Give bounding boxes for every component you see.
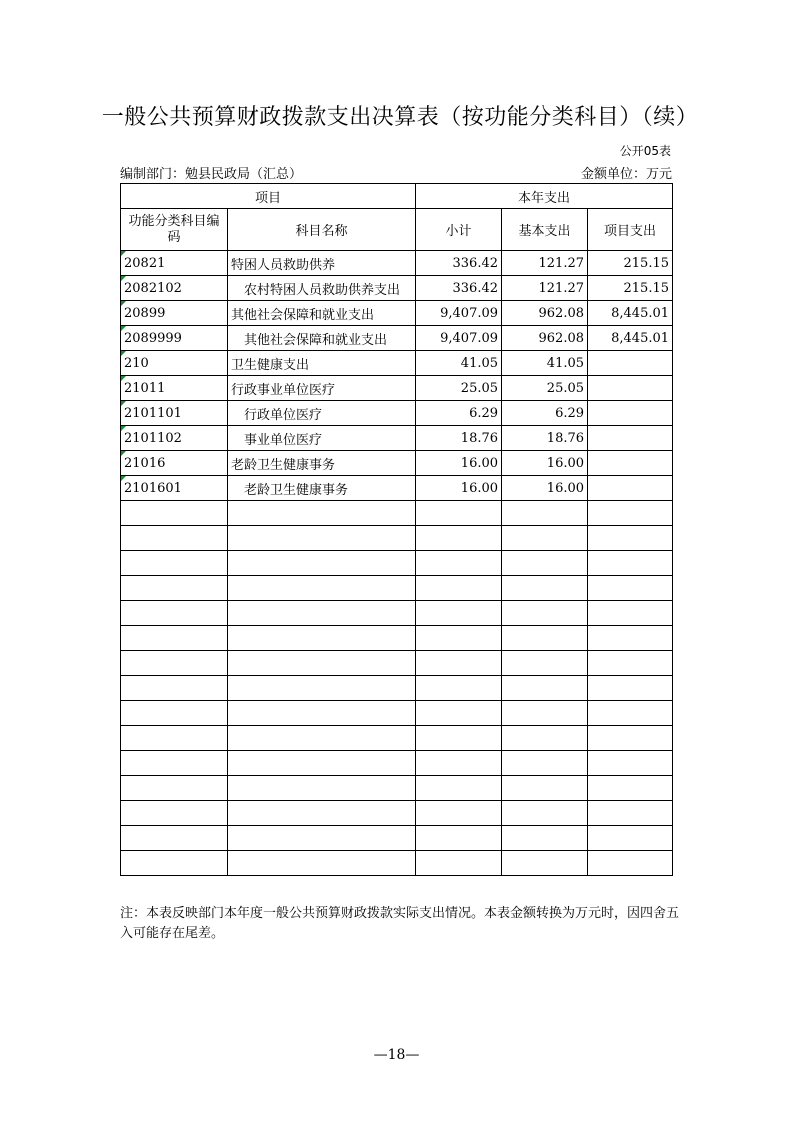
row-subtotal <box>416 576 502 601</box>
table-row <box>121 301 673 326</box>
row-subtotal: 6.29 <box>416 401 502 426</box>
row-name <box>228 526 416 551</box>
row-basic: 16.00 <box>502 451 588 476</box>
table-row <box>121 501 673 526</box>
row-subtotal: 25.05 <box>416 376 502 401</box>
row-project <box>588 401 673 426</box>
row-basic <box>502 701 588 726</box>
header-year-group: 本年支出 <box>416 184 673 209</box>
row-basic <box>502 651 588 676</box>
row-subtotal <box>416 501 502 526</box>
row-project <box>588 751 673 776</box>
row-basic <box>502 751 588 776</box>
table-row <box>121 701 673 726</box>
table-row <box>121 276 673 301</box>
table-row <box>121 526 673 551</box>
row-subtotal: 336.42 <box>416 276 502 301</box>
row-project: 215.15 <box>588 276 673 301</box>
row-name: 行政单位医疗 <box>228 401 416 426</box>
row-project <box>588 851 673 876</box>
form-number: 公开05表 <box>619 144 671 158</box>
table-row <box>121 676 673 701</box>
row-basic <box>502 676 588 701</box>
row-code <box>121 501 228 526</box>
table-row <box>121 251 673 276</box>
header-subtotal: 小计 <box>416 209 502 251</box>
row-name <box>228 851 416 876</box>
expenditure-table <box>120 183 673 876</box>
row-basic <box>502 551 588 576</box>
row-project <box>588 801 673 826</box>
department-label: 编制部门：勉县民政局（汇总） <box>120 167 303 182</box>
row-project <box>588 701 673 726</box>
row-name <box>228 801 416 826</box>
row-name: 其他社会保障和就业支出 <box>228 301 416 326</box>
row-basic <box>502 601 588 626</box>
row-basic: 121.27 <box>502 251 588 276</box>
row-basic <box>502 526 588 551</box>
row-code: 2089999 <box>121 326 228 351</box>
table-row <box>121 376 673 401</box>
table-row <box>121 726 673 751</box>
row-code <box>121 701 228 726</box>
row-name: 老龄卫生健康事务 <box>228 451 416 476</box>
row-project <box>588 451 673 476</box>
table-row <box>121 326 673 351</box>
row-basic <box>502 776 588 801</box>
footnote: 注：本表反映部门本年度一般公共预算财政拨款实际支出情况。本表金额转换为万元时，因四舍五入可能存在尾差。 <box>120 906 680 941</box>
row-name <box>228 601 416 626</box>
row-code <box>121 651 228 676</box>
header-code: 功能分类科目编码 <box>121 209 228 251</box>
table-row <box>121 401 673 426</box>
row-name: 特困人员救助供养 <box>228 251 416 276</box>
row-project <box>588 626 673 651</box>
row-code: 210 <box>121 351 228 376</box>
row-name: 行政事业单位医疗 <box>228 376 416 401</box>
row-basic <box>502 626 588 651</box>
row-subtotal <box>416 601 502 626</box>
row-name: 其他社会保障和就业支出 <box>228 326 416 351</box>
row-code <box>121 576 228 601</box>
table-row <box>121 576 673 601</box>
table-row <box>121 551 673 576</box>
row-project <box>588 476 673 501</box>
row-project: 8,445.01 <box>588 301 673 326</box>
row-project <box>588 651 673 676</box>
row-code <box>121 551 228 576</box>
table-row <box>121 476 673 501</box>
row-basic: 962.08 <box>502 301 588 326</box>
row-basic <box>502 726 588 751</box>
row-name <box>228 676 416 701</box>
row-basic: 25.05 <box>502 376 588 401</box>
row-basic: 962.08 <box>502 326 588 351</box>
row-subtotal <box>416 851 502 876</box>
row-name <box>228 651 416 676</box>
row-project <box>588 776 673 801</box>
table-row <box>121 426 673 451</box>
row-code <box>121 676 228 701</box>
row-basic: 16.00 <box>502 476 588 501</box>
row-subtotal: 9,407.09 <box>416 301 502 326</box>
row-project: 8,445.01 <box>588 326 673 351</box>
row-project <box>588 501 673 526</box>
row-name: 卫生健康支出 <box>228 351 416 376</box>
row-basic <box>502 801 588 826</box>
page-title: 一般公共预算财政拨款支出决算表（按功能分类科目）（续） <box>101 105 699 130</box>
row-name <box>228 751 416 776</box>
row-project <box>588 426 673 451</box>
table-row <box>121 826 673 851</box>
row-project <box>588 601 673 626</box>
row-basic: 121.27 <box>502 276 588 301</box>
row-project: 215.15 <box>588 251 673 276</box>
table-row <box>121 651 673 676</box>
row-code <box>121 851 228 876</box>
row-subtotal: 16.00 <box>416 476 502 501</box>
row-basic: 18.76 <box>502 426 588 451</box>
row-code: 21011 <box>121 376 228 401</box>
row-name <box>228 576 416 601</box>
row-basic <box>502 826 588 851</box>
table-row <box>121 851 673 876</box>
row-project <box>588 726 673 751</box>
row-basic <box>502 576 588 601</box>
row-subtotal <box>416 676 502 701</box>
row-code <box>121 526 228 551</box>
row-basic: 41.05 <box>502 351 588 376</box>
row-subtotal: 18.76 <box>416 426 502 451</box>
row-project <box>588 376 673 401</box>
row-project <box>588 826 673 851</box>
table-row <box>121 351 673 376</box>
row-subtotal <box>416 651 502 676</box>
row-subtotal: 9,407.09 <box>416 326 502 351</box>
row-subtotal <box>416 701 502 726</box>
row-name <box>228 701 416 726</box>
row-project <box>588 526 673 551</box>
row-subtotal: 336.42 <box>416 251 502 276</box>
row-name <box>228 551 416 576</box>
row-subtotal <box>416 776 502 801</box>
row-subtotal <box>416 551 502 576</box>
row-code: 21016 <box>121 451 228 476</box>
row-code: 2082102 <box>121 276 228 301</box>
header-item-group: 项目 <box>121 184 416 209</box>
table-body <box>121 251 673 876</box>
row-code <box>121 801 228 826</box>
page-number: —18— <box>373 1047 420 1063</box>
row-name: 事业单位医疗 <box>228 426 416 451</box>
row-name: 农村特困人员救助供养支出 <box>228 276 416 301</box>
row-code <box>121 726 228 751</box>
row-basic <box>502 851 588 876</box>
row-name <box>228 826 416 851</box>
row-code <box>121 626 228 651</box>
row-code: 20821 <box>121 251 228 276</box>
row-code: 2101101 <box>121 401 228 426</box>
table-row <box>121 801 673 826</box>
table-row <box>121 626 673 651</box>
row-code <box>121 751 228 776</box>
row-code <box>121 826 228 851</box>
row-code: 2101102 <box>121 426 228 451</box>
header-project: 项目支出 <box>588 209 673 251</box>
row-name <box>228 626 416 651</box>
row-code <box>121 601 228 626</box>
table-row <box>121 751 673 776</box>
table-row <box>121 451 673 476</box>
row-project <box>588 551 673 576</box>
row-project <box>588 676 673 701</box>
header-name: 科目名称 <box>228 209 416 251</box>
table-row <box>121 601 673 626</box>
row-subtotal <box>416 826 502 851</box>
row-subtotal <box>416 626 502 651</box>
row-project <box>588 576 673 601</box>
row-subtotal: 16.00 <box>416 451 502 476</box>
row-code <box>121 776 228 801</box>
row-subtotal <box>416 726 502 751</box>
row-basic <box>502 501 588 526</box>
unit-label: 金额单位：万元 <box>580 167 672 182</box>
row-name: 老龄卫生健康事务 <box>228 476 416 501</box>
row-subtotal <box>416 526 502 551</box>
row-code: 20899 <box>121 301 228 326</box>
row-name <box>228 776 416 801</box>
row-code: 2101601 <box>121 476 228 501</box>
header-basic: 基本支出 <box>502 209 588 251</box>
row-subtotal: 41.05 <box>416 351 502 376</box>
row-project <box>588 351 673 376</box>
row-basic: 6.29 <box>502 401 588 426</box>
row-name <box>228 726 416 751</box>
row-subtotal <box>416 751 502 776</box>
row-subtotal <box>416 801 502 826</box>
row-name <box>228 501 416 526</box>
table-row <box>121 776 673 801</box>
